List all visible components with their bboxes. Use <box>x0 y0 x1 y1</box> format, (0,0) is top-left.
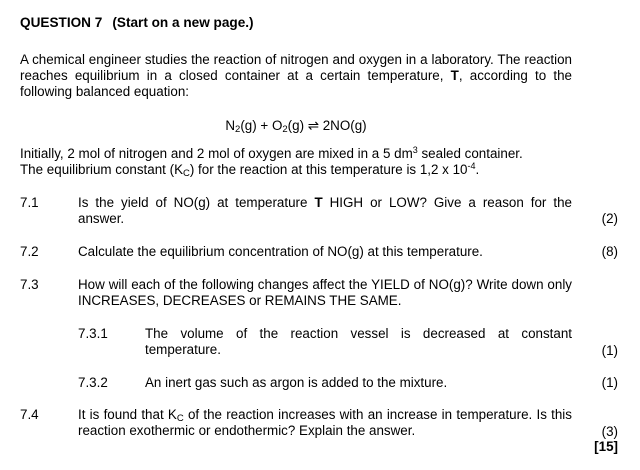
question-note: (Start on a new page.) <box>112 15 254 30</box>
question-total-marks: [15] <box>594 439 618 454</box>
question-text-7-4: It is found that $K_C$ of the reaction increases with an increase in temperature. Is this reaction exothermic or endothermic? Explain the answer. <box>78 407 572 438</box>
temperature-symbol: T <box>314 195 323 210</box>
question-number-7-3-2: 7.3.2 <box>78 375 108 390</box>
question-heading <box>20 15 254 31</box>
mark-7-3-2: (1) <box>601 375 618 390</box>
question-label: QUESTION 7 <box>20 15 103 30</box>
question-text-7-3-1: The volume of the reaction vessel is decreased at constant temperature. <box>145 326 572 357</box>
mark-7-3-1: (1) <box>601 343 618 358</box>
question-number-7-3-1: 7.3.1 <box>78 326 108 341</box>
question-number-7-3: 7.3 <box>20 277 39 292</box>
question-number-7-4: 7.4 <box>20 407 39 422</box>
initial-conditions-paragraph: Initially, 2 mol of nitrogen and 2 mol of oxygen are mixed in a 5 $dm^3$ sealed container. The equilibrium constant $(K_C)$ for the reaction at this temperature is 1,2 x $10^{-4}$. <box>20 145 523 179</box>
question-number-7-1: 7.1 <box>20 195 39 210</box>
question-text-7-1: Is the yield of NO(g) at temperature T HIGH or LOW? Give a reason for the answer. <box>78 195 572 226</box>
question-text-7-3: How will each of the following changes affect the YIELD of NO(g)? Write down only INCREASES, DECREASES or REMAINS THE SAME. <box>78 277 572 308</box>
intro-paragraph: A chemical engineer studies the reaction of nitrogen and oxygen in a laboratory. The reaction reaches equilibrium in a closed container at a certain temperature, T, according to the following balanced equation: <box>20 52 572 99</box>
mark-7-2: (8) <box>601 244 618 259</box>
mark-7-4: (3) <box>601 424 618 439</box>
temperature-symbol: T <box>450 68 459 83</box>
balanced-equation: $N_2(g) + O_2(g)$ ⇌ 2NO(g) <box>225 118 367 135</box>
question-text-7-2: Calculate the equilibrium concentration of NO(g) at this temperature. <box>78 244 483 259</box>
question-text-7-3-2: An inert gas such as argon is added to the mixture. <box>145 375 448 390</box>
mark-7-1: (2) <box>601 211 618 226</box>
question-number-7-2: 7.2 <box>20 244 39 259</box>
equilibrium-arrow: ⇌ <box>307 118 319 133</box>
